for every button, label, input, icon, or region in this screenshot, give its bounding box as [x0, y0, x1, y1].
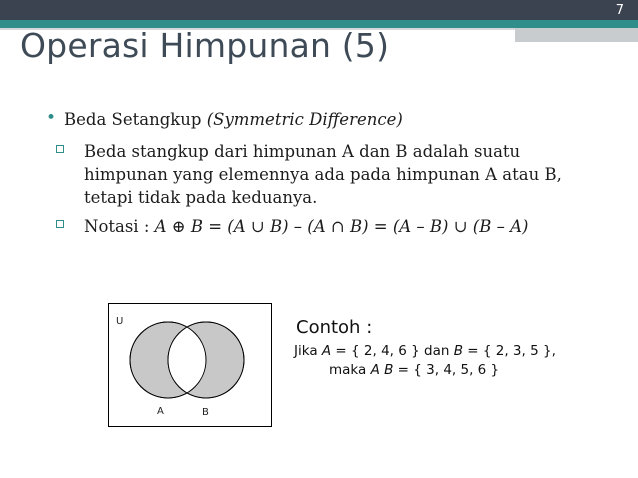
square-bullet-icon [56, 145, 64, 153]
universe-label: U [116, 316, 124, 327]
notation-text [84, 215, 604, 238]
example-text: Jika [294, 343, 322, 359]
bullet-label-italic: (Symmetric Difference) [206, 110, 403, 129]
set-b-symbol: B [453, 343, 463, 359]
set-b-label: B [202, 407, 209, 418]
example-text: = { 2, 3, 5 }, [462, 343, 556, 359]
gray-accent-block [515, 28, 638, 42]
result-expression: A B [370, 362, 394, 378]
set-a-label: A [157, 406, 164, 417]
venn-svg [109, 304, 271, 426]
slide-title: Operasi Himpunan (5) [20, 26, 390, 65]
bullet-text [64, 110, 403, 129]
example-text: = { 2, 4, 6 } dan [331, 343, 454, 359]
bullet-dot-icon: • [46, 108, 57, 128]
top-bar [0, 0, 638, 20]
set-a-symbol: A [321, 343, 332, 359]
bullet-label: Beda Setangkup [64, 110, 202, 129]
venn-diagram [108, 303, 272, 427]
slide-number: 7 [615, 3, 624, 18]
example-line-2 [329, 362, 499, 378]
notation-formula: A ⊕ B = (A ∪ B) – (A ∩ B) = (A – B) ∪ (B – A) [154, 217, 529, 236]
example-title: Contoh : [296, 317, 373, 338]
definition-text: Beda stangkup dari himpunan A dan B adalah suatu himpunan yang elemennya ada pada himpunan A atau B, tetapi tidak pada keduanya. [84, 142, 562, 207]
notation-prefix: Notasi : [84, 217, 155, 236]
square-bullet-icon [56, 220, 64, 228]
example-line-1 [294, 343, 556, 359]
example-text: maka [329, 362, 371, 378]
result-set: = { 3, 4, 5, 6 } [393, 362, 500, 378]
